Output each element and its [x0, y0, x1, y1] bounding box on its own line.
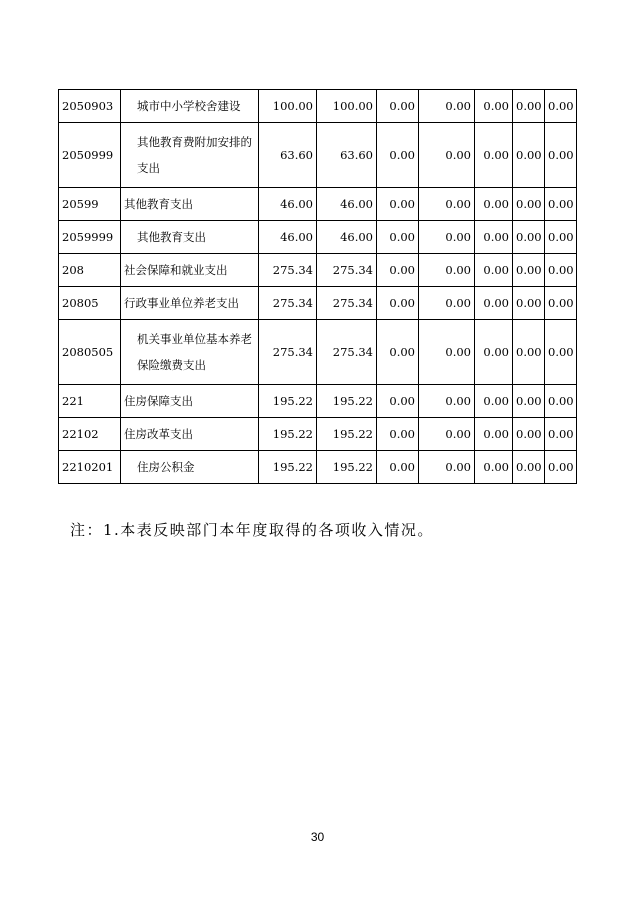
value-cell: 0.00 [513, 90, 545, 123]
row-name: 城市中小学校舍建设 [121, 90, 259, 123]
value-cell: 0.00 [377, 451, 419, 484]
value-cell: 0.00 [377, 254, 419, 287]
value-cell: 275.34 [317, 287, 377, 320]
value-cell: 0.00 [419, 90, 475, 123]
value-cell: 195.22 [259, 418, 317, 451]
row-name: 社会保障和就业支出 [121, 254, 259, 287]
value-cell: 0.00 [377, 287, 419, 320]
row-code: 221 [59, 385, 121, 418]
table-row [59, 320, 577, 385]
value-cell: 0.00 [475, 418, 513, 451]
value-cell: 0.00 [419, 188, 475, 221]
row-code: 2050903 [59, 90, 121, 123]
value-cell: 0.00 [545, 254, 577, 287]
value-cell: 0.00 [545, 90, 577, 123]
value-cell: 63.60 [259, 123, 317, 188]
value-cell: 0.00 [545, 287, 577, 320]
value-cell: 195.22 [259, 385, 317, 418]
row-name: 住房改革支出 [121, 418, 259, 451]
budget-table [58, 89, 577, 484]
table-note: 注：1.本表反映部门本年度取得的各项收入情况。 [70, 521, 434, 539]
value-cell: 195.22 [259, 451, 317, 484]
value-cell: 0.00 [419, 320, 475, 385]
row-name: 机关事业单位基本养老保险缴费支出 [121, 320, 259, 385]
row-name: 其他教育支出 [121, 221, 259, 254]
row-code: 2080505 [59, 320, 121, 385]
value-cell: 0.00 [513, 320, 545, 385]
value-cell: 46.00 [317, 221, 377, 254]
table-row [59, 254, 577, 287]
page-number: 30 [310, 830, 325, 844]
table-row [59, 188, 577, 221]
table-row [59, 90, 577, 123]
value-cell: 0.00 [545, 221, 577, 254]
value-cell: 275.34 [259, 287, 317, 320]
value-cell: 0.00 [419, 451, 475, 484]
row-name: 住房公积金 [121, 451, 259, 484]
value-cell: 0.00 [545, 451, 577, 484]
value-cell: 0.00 [475, 221, 513, 254]
value-cell: 0.00 [513, 254, 545, 287]
value-cell: 0.00 [377, 123, 419, 188]
row-code: 22102 [59, 418, 121, 451]
value-cell: 275.34 [259, 320, 317, 385]
value-cell: 275.34 [317, 254, 377, 287]
value-cell: 195.22 [317, 418, 377, 451]
table-row [59, 287, 577, 320]
value-cell: 0.00 [545, 320, 577, 385]
value-cell: 0.00 [475, 123, 513, 188]
value-cell: 0.00 [475, 287, 513, 320]
value-cell: 0.00 [377, 221, 419, 254]
table-row [59, 123, 577, 188]
table-row [59, 221, 577, 254]
row-code: 2050999 [59, 123, 121, 188]
row-code: 208 [59, 254, 121, 287]
row-name: 住房保障支出 [121, 385, 259, 418]
row-name: 其他教育支出 [121, 188, 259, 221]
value-cell: 0.00 [513, 418, 545, 451]
value-cell: 0.00 [545, 385, 577, 418]
value-cell: 100.00 [259, 90, 317, 123]
value-cell: 46.00 [259, 221, 317, 254]
value-cell: 195.22 [317, 451, 377, 484]
table-row [59, 385, 577, 418]
value-cell: 195.22 [317, 385, 377, 418]
value-cell: 0.00 [377, 188, 419, 221]
value-cell: 0.00 [419, 287, 475, 320]
value-cell: 275.34 [317, 320, 377, 385]
value-cell: 100.00 [317, 90, 377, 123]
value-cell: 0.00 [475, 385, 513, 418]
value-cell: 0.00 [545, 188, 577, 221]
value-cell: 0.00 [377, 320, 419, 385]
value-cell: 0.00 [475, 320, 513, 385]
value-cell: 0.00 [475, 451, 513, 484]
value-cell: 0.00 [475, 254, 513, 287]
table-row [59, 451, 577, 484]
row-code: 2210201 [59, 451, 121, 484]
value-cell: 0.00 [513, 385, 545, 418]
row-code: 20805 [59, 287, 121, 320]
value-cell: 0.00 [377, 90, 419, 123]
value-cell: 0.00 [419, 221, 475, 254]
value-cell: 0.00 [419, 385, 475, 418]
value-cell: 0.00 [475, 90, 513, 123]
value-cell: 0.00 [475, 188, 513, 221]
value-cell: 0.00 [513, 451, 545, 484]
row-code: 20599 [59, 188, 121, 221]
row-name: 行政事业单位养老支出 [121, 287, 259, 320]
value-cell: 46.00 [259, 188, 317, 221]
value-cell: 0.00 [513, 287, 545, 320]
value-cell: 0.00 [545, 123, 577, 188]
value-cell: 0.00 [377, 385, 419, 418]
value-cell: 46.00 [317, 188, 377, 221]
value-cell: 275.34 [259, 254, 317, 287]
value-cell: 0.00 [545, 418, 577, 451]
value-cell: 0.00 [419, 418, 475, 451]
value-cell: 0.00 [513, 221, 545, 254]
row-name: 其他教育费附加安排的支出 [121, 123, 259, 188]
value-cell: 0.00 [419, 254, 475, 287]
value-cell: 0.00 [419, 123, 475, 188]
value-cell: 0.00 [377, 418, 419, 451]
value-cell: 0.00 [513, 188, 545, 221]
row-code: 2059999 [59, 221, 121, 254]
table-row [59, 418, 577, 451]
value-cell: 63.60 [317, 123, 377, 188]
value-cell: 0.00 [513, 123, 545, 188]
